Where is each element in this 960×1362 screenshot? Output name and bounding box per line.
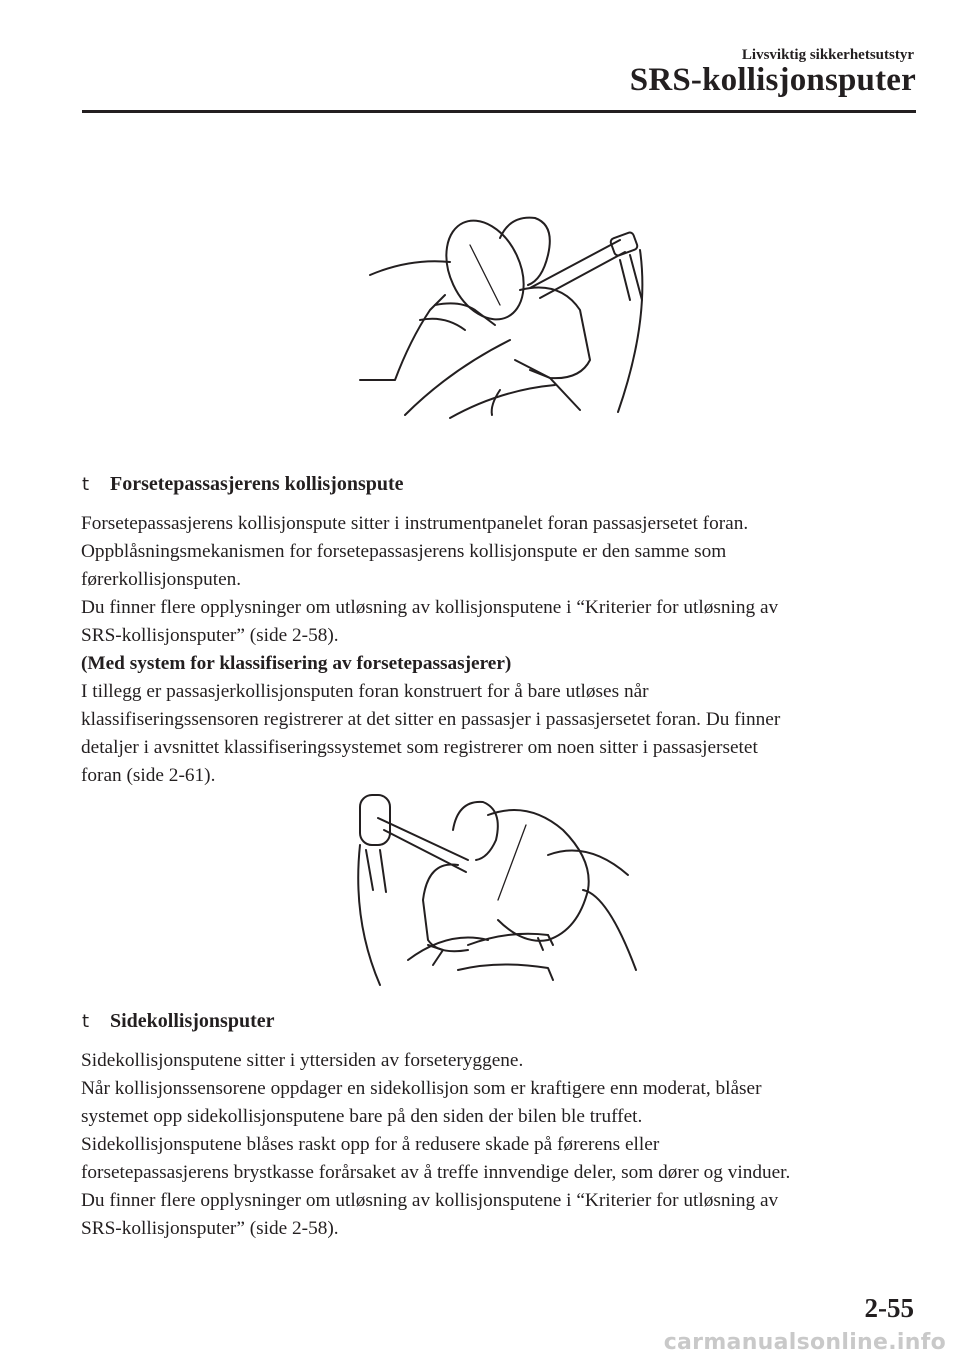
header-section: Livsviktig sikkerhetsutstyr xyxy=(741,47,914,63)
text-line: foran (side 2-61). xyxy=(81,765,216,786)
driver-airbag-illustration xyxy=(350,200,660,420)
section-heading-front-passenger: t Forsetepassasjerens kollisjonspute xyxy=(82,473,404,495)
watermark: carmanualsonline.info xyxy=(663,1330,946,1355)
text-line: SRS-kollisjonsputer” (side 2-58). xyxy=(81,625,339,646)
text-line: (Med system for klassifisering av forsetepassasjerer) xyxy=(81,653,512,674)
bullet-icon: t xyxy=(82,1011,90,1032)
text-line: Sidekollisjonsputene sitter i yttersiden av forseteryggene. xyxy=(81,1050,524,1071)
text-line: Du finner flere opplysninger om utløsning av kollisjonsputene i “Kriterier for utløsning av xyxy=(81,597,779,618)
text-line: Når kollisjonssensorene oppdager en sidekollisjon som er kraftigere enn moderat, blåser xyxy=(81,1078,762,1099)
passenger-airbag-illustration xyxy=(348,780,640,990)
section-heading-side-airbags: t Sidekollisjonsputer xyxy=(82,1010,275,1032)
text-line: Forsetepassasjerens kollisjonspute sitter i instrumentpanelet foran passasjersetet foran. xyxy=(81,513,749,534)
page-number: 2-55 xyxy=(864,1293,914,1323)
text-line: I tillegg er passasjerkollisjonsputen foran konstruert for å bare utløses når xyxy=(81,681,649,702)
text-line: forsetepassasjerens brystkasse forårsaket av å treffe innvendige deler, som dører og vinduer. xyxy=(81,1162,791,1183)
text-line: detaljer i avsnittet klassifiseringssystemet som registrerer om noen sitter i passasjersetet xyxy=(81,737,758,758)
text-line: klassifiseringssensoren registrerer at det sitter en passasjer i passasjersetet foran. Du finner xyxy=(81,709,781,730)
section-body-side-airbags xyxy=(81,1047,921,1243)
header-rule xyxy=(82,110,916,113)
text-line: systemet opp sidekollisjonsputene bare på den siden der bilen ble truffet. xyxy=(81,1106,643,1127)
text-line: Sidekollisjonsputene blåses raskt opp for å redusere skade på førerens eller xyxy=(81,1134,660,1155)
page-title: SRS-kollisjonsputer xyxy=(629,62,916,98)
bullet-icon: t xyxy=(82,474,90,495)
text-line: førerkollisjonsputen. xyxy=(81,569,242,590)
text-line: Oppblåsningsmekanismen for forsetepassasjerens kollisjonspute er den samme som xyxy=(81,541,727,562)
text-line: SRS-kollisjonsputer” (side 2-58). xyxy=(81,1218,339,1239)
text-line: Du finner flere opplysninger om utløsning av kollisjonsputene i “Kriterier for utløsning av xyxy=(81,1190,779,1211)
section-body-front-passenger xyxy=(81,510,921,790)
